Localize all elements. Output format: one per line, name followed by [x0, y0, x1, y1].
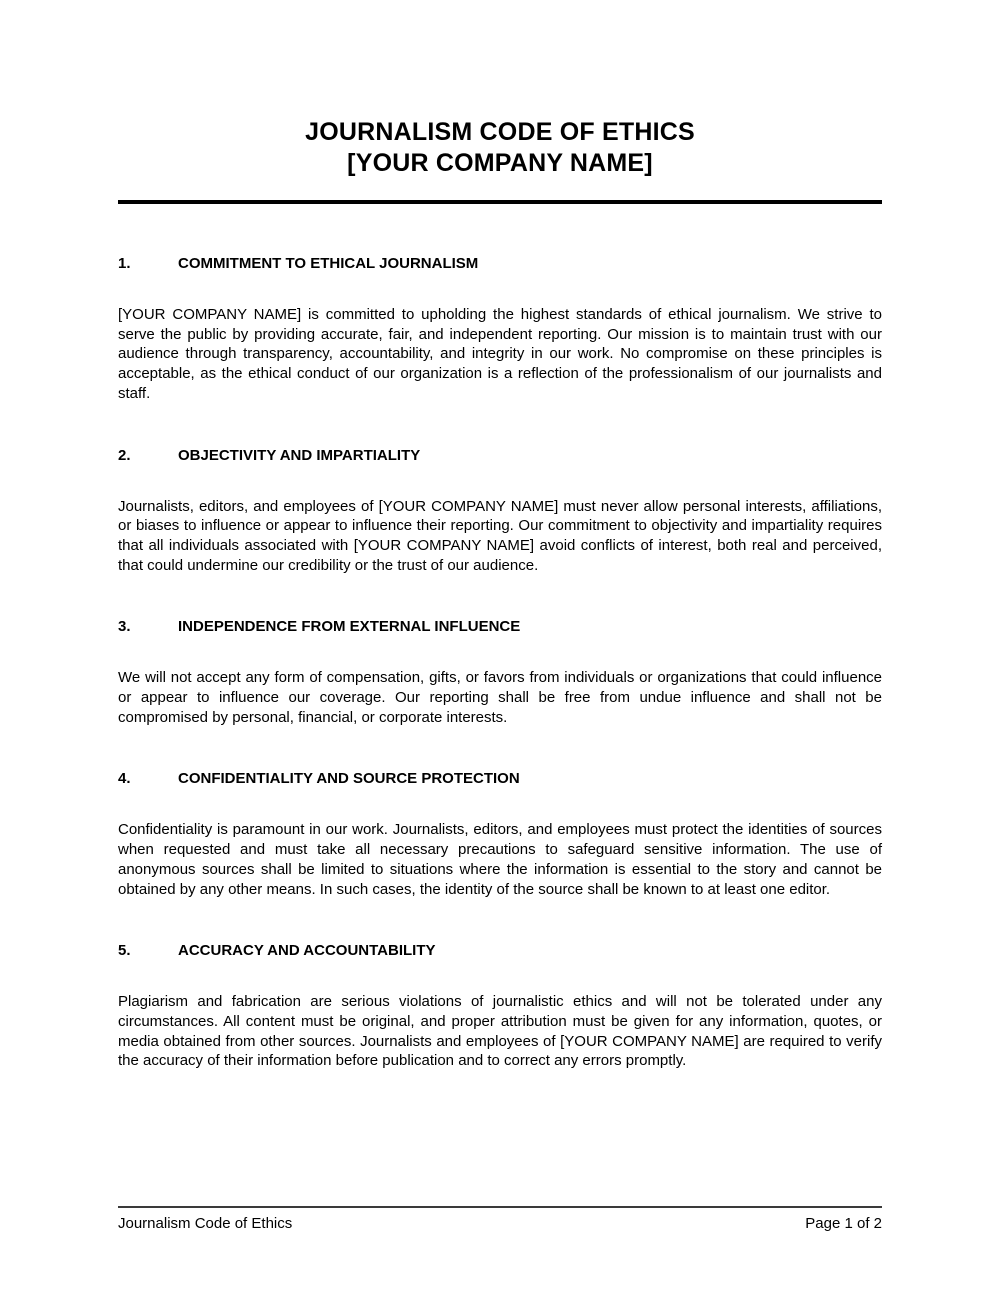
section-3-heading-text: INDEPENDENCE FROM EXTERNAL INFLUENCE	[178, 618, 521, 636]
section-4-body: Confidentiality is paramount in our work. Journalists, editors, and employees must protect the identities of sources when requested and must take all necessary precautions to safeguard sensitive information. The use of anonymous sources shall be limited to situations where the information is essential to the story and cannot be obtained by any other means. In such cases, the identity of the source shall be known to at least one editor.	[118, 821, 882, 898]
section-4-heading-text: CONFIDENTIALITY AND SOURCE PROTECTION	[178, 770, 520, 788]
section-4-number: 4.	[118, 770, 131, 788]
section-1-heading-text: COMMITMENT TO ETHICAL JOURNALISM	[178, 255, 479, 272]
page-footer	[118, 1206, 882, 1233]
section-2-heading-text: OBJECTIVITY AND IMPARTIALITY	[178, 446, 421, 464]
section-3-heading	[118, 617, 882, 636]
section-5-heading	[118, 941, 882, 960]
footer-document-name: Journalism Code of Ethics	[118, 1215, 293, 1232]
section-4-heading	[118, 769, 882, 788]
section-3-body: We will not accept any form of compensation, gifts, or favors from individuals or organizations that could influence or appear to influence our coverage. Our reporting shall be free from undue influence and shall not be compromised by personal, financial, or corporate interests.	[118, 669, 882, 726]
section-3-number: 3.	[118, 618, 131, 636]
footer-page-number: Page 1 of 2	[805, 1215, 882, 1232]
document-title-line2: [YOUR COMPANY NAME]	[347, 149, 653, 177]
section-5-number: 5.	[118, 942, 131, 960]
section-1-heading	[118, 254, 882, 273]
document-title	[118, 117, 882, 179]
section-2-number: 2.	[118, 446, 131, 464]
section-5-heading-text: ACCURACY AND ACCOUNTABILITY	[178, 942, 436, 960]
section-1-body: [YOUR COMPANY NAME] is committed to upholding the highest standards of ethical journalism. We strive to serve the public by providing accurate, fair, and independent reporting. Our mission is to maintain trust with our audience through transparency, accountability, and integrity in our work. No compromise on these principles is acceptable, as the ethical conduct of our organization is a reflection of the professionalism of our journalists and staff.	[118, 306, 882, 402]
section-5-body: Plagiarism and fabrication are serious violations of journalistic ethics and will not be tolerated under any circumstances. All content must be original, and proper attribution must be given for any information, quotes, or media obtained from other sources. Journalists and employees of [YOUR COMPANY NAME] are required to verify the accuracy of their information before publication and to correct any errors promptly.	[118, 993, 882, 1070]
document-title-line1: JOURNALISM CODE OF ETHICS	[305, 118, 695, 146]
title-divider-rule	[118, 200, 882, 204]
section-2-body: Journalists, editors, and employees of [YOUR COMPANY NAME] must never allow personal interests, affiliations, or biases to influence or appear to influence their reporting. Our commitment to objectivity and impartiality requires that all individuals associated with [YOUR COMPANY NAME] avoid conflicts of interest, both real and perceived, that could undermine our credibility or the trust of our audience.	[118, 497, 882, 574]
section-1-number: 1.	[118, 255, 131, 272]
section-2-heading	[118, 446, 882, 465]
